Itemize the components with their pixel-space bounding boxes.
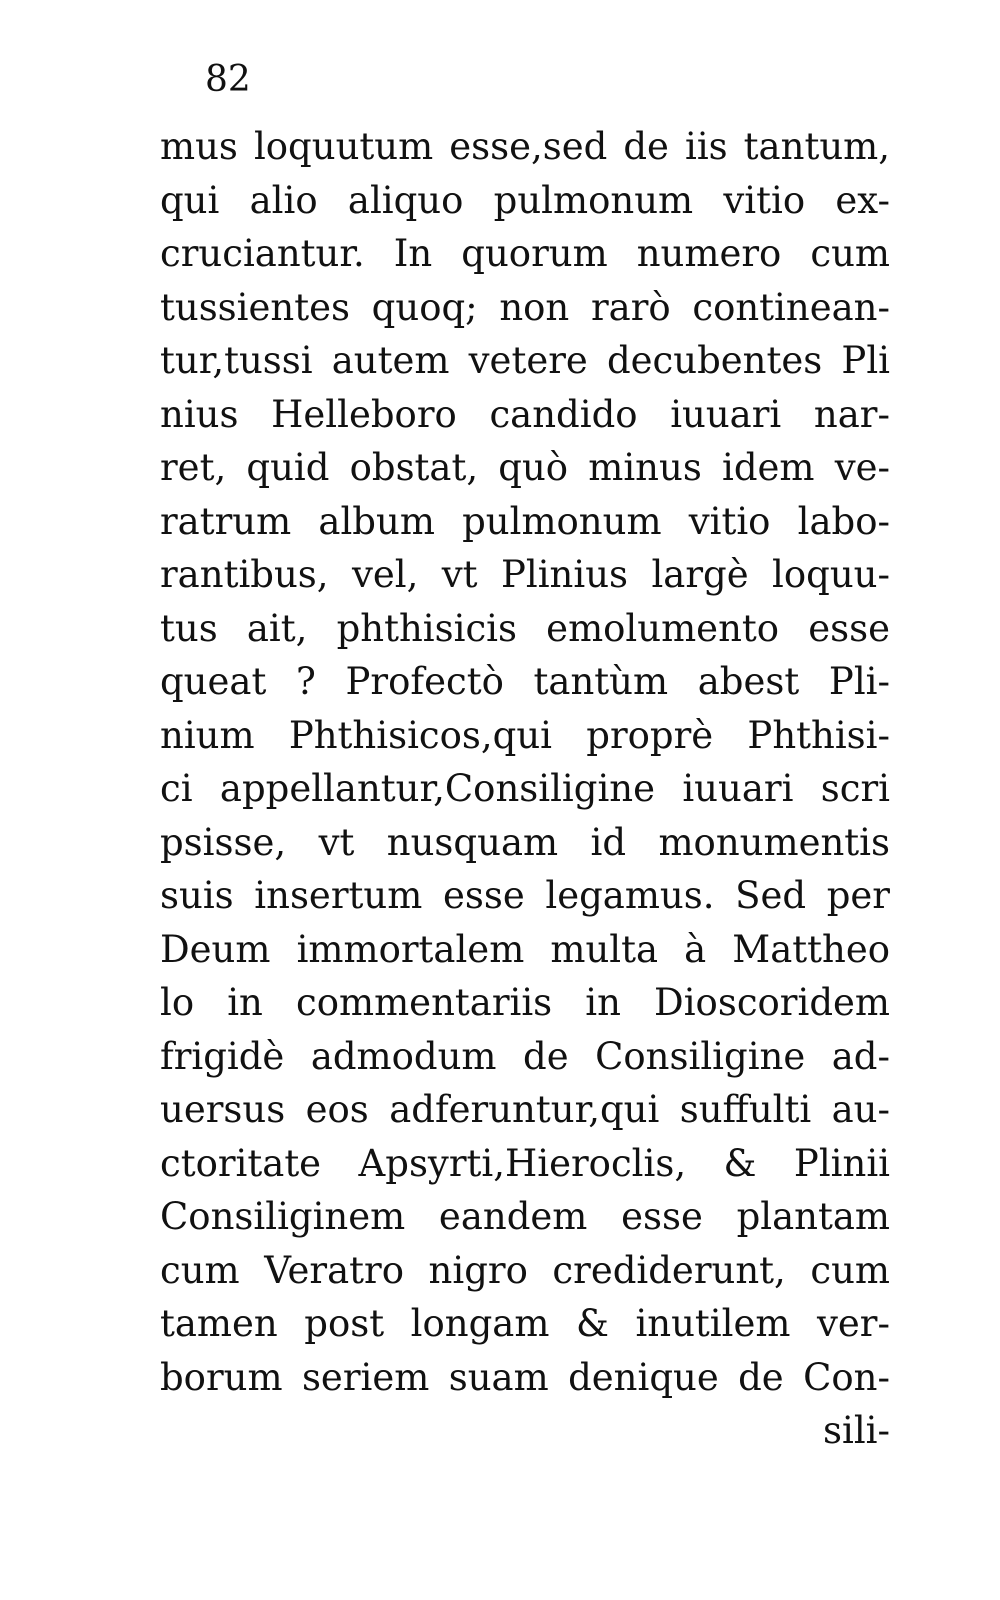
text-line: tussientes quoq; non rarò continean- (160, 285, 890, 329)
text-line: frigidè admodum de Consiligine ad- (160, 1034, 890, 1078)
text-line: tamen post longam & inutilem ver- (160, 1302, 890, 1345)
text-line: mus loquutum esse,sed de iis tantum, (160, 125, 890, 168)
text-line: ctoritate Apsyrti,Hieroclis, & Plinii (160, 1141, 890, 1185)
text-line: tus ait, phthisicis emolumento esse (160, 606, 890, 650)
text-line: ci appellantur,Consiligine iuuari scri (160, 767, 890, 810)
catchword: sili- (823, 1409, 890, 1452)
text-line: qui alio aliquo pulmonum vitio ex- (160, 178, 890, 222)
text-line: Deum immortalem multa à Mattheo (160, 927, 890, 971)
text-line: rantibus, vel, vt Plinius largè loquu- (160, 553, 890, 596)
text-line: lo in commentariis in Dioscoridem (160, 981, 890, 1024)
body-text (160, 120, 890, 1458)
text-line: psisse, vt nusquam id monumentis (160, 820, 890, 864)
text-line: ret, quid obstat, quò minus idem ve- (160, 446, 890, 489)
text-line: cum Veratro nigro crediderunt, cum (160, 1248, 890, 1292)
text-line: cruciantur. In quorum numero cum (160, 232, 890, 275)
text-line: suis insertum esse legamus. Sed per (160, 874, 890, 917)
text-line: queat ? Profectò tantùm abest Pli- (160, 660, 890, 703)
text-line: ratrum album pulmonum vitio labo- (160, 499, 890, 543)
text-line: tur,tussi autem vetere decubentes Pli (160, 339, 890, 382)
text-line: borum seriem suam denique de Con- (160, 1355, 890, 1399)
text-line: nius Helleboro candido iuuari nar- (160, 392, 890, 436)
text-line: uersus eos adferuntur,qui suffulti au- (160, 1088, 890, 1131)
page-number: 82 (205, 59, 251, 100)
text-line: Consiliginem eandem esse plantam (160, 1195, 890, 1238)
text-line: nium Phthisicos,qui proprè Phthisi- (160, 713, 890, 757)
